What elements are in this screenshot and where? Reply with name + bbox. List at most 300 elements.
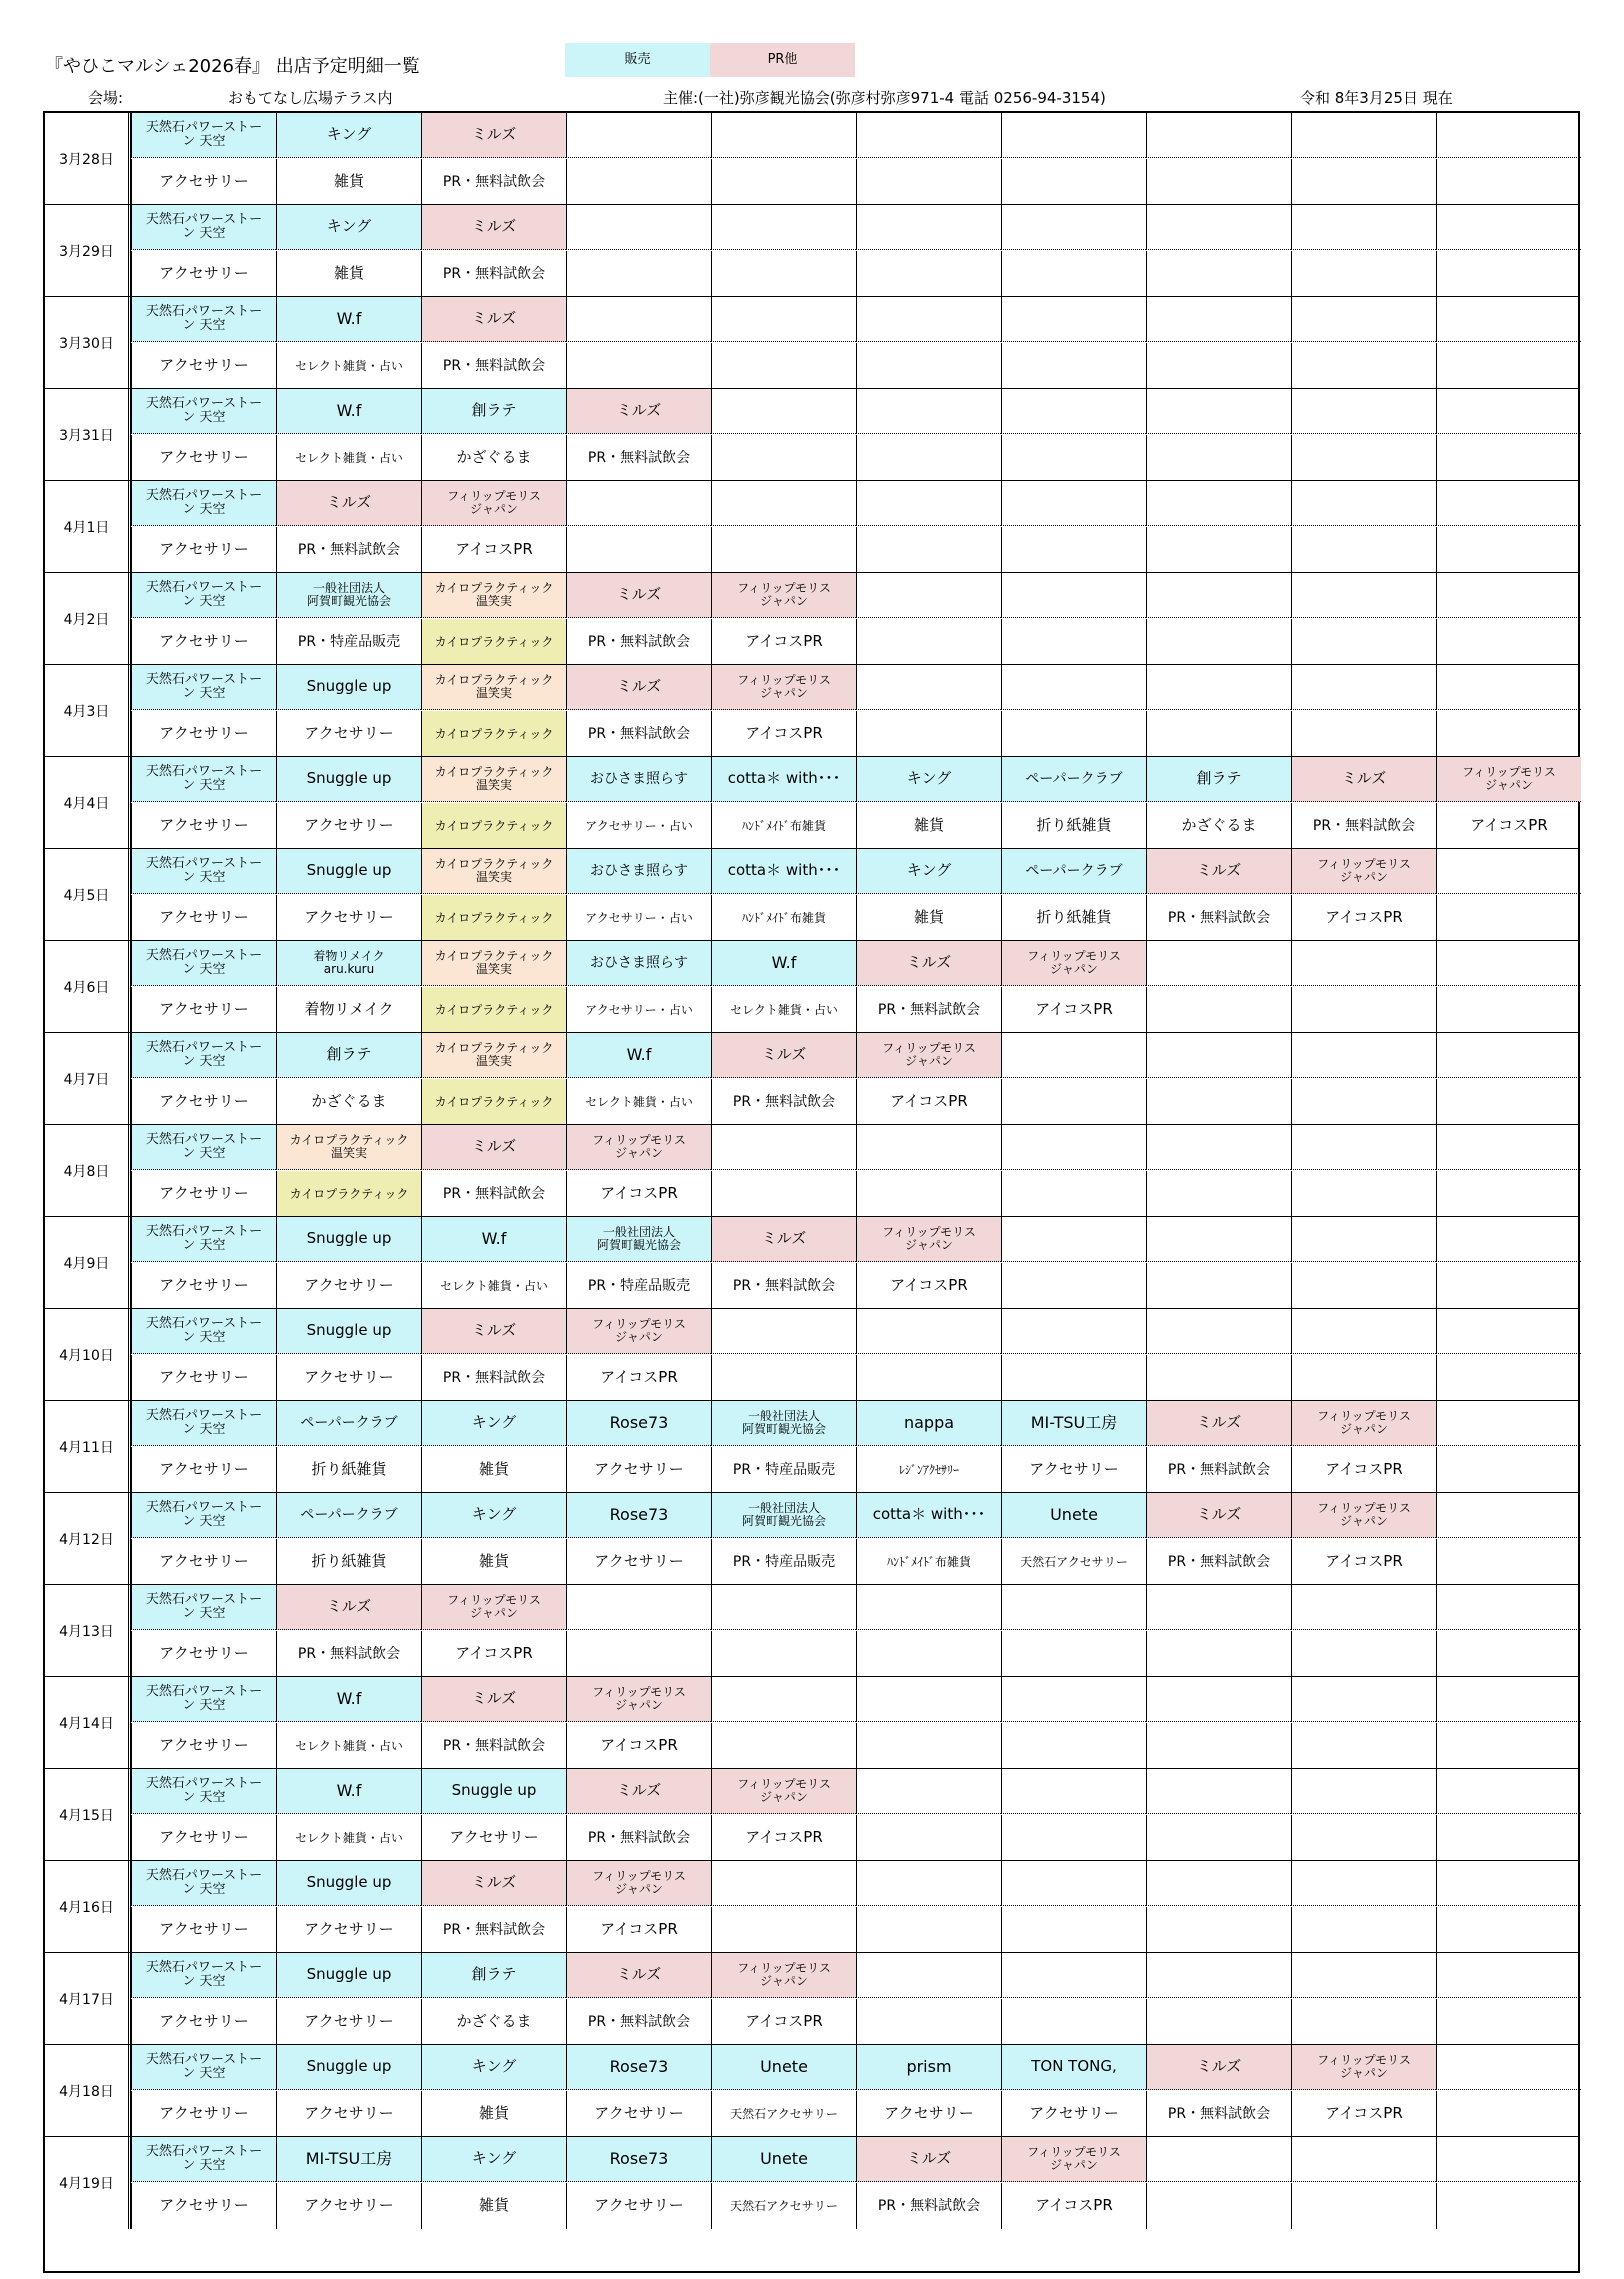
empty-cell [1291, 389, 1436, 434]
vendor-name: ペーパークラブ [276, 1401, 421, 1446]
vendor-name: Snuggle up [276, 665, 421, 710]
date-cell: 3月31日 [45, 389, 131, 481]
vendor-name: ミルズ [421, 1861, 566, 1906]
empty-cell [856, 1723, 1001, 1769]
vendor-type: ﾊﾝﾄﾞﾒｲﾄﾞ布雑貨 [856, 1539, 1001, 1585]
empty-cell [1146, 1861, 1291, 1906]
empty-cell [1436, 1355, 1581, 1401]
page-title: 『やひこマルシェ2026春』 出店予定明細一覧 [45, 56, 420, 77]
vendor-type: アクセサリー [131, 803, 276, 849]
empty-cell [1146, 619, 1291, 665]
vendor-type: アイコスPR [566, 1171, 711, 1217]
empty-cell [1436, 1769, 1581, 1814]
empty-cell [566, 527, 711, 573]
empty-cell [1146, 1171, 1291, 1217]
empty-cell [566, 113, 711, 158]
vendor-type: PR・無料試飲会 [856, 987, 1001, 1033]
vendor-name: 天然石パワーストー ン 天空 [131, 297, 276, 342]
empty-cell [1291, 1953, 1436, 1998]
empty-cell [1436, 1539, 1581, 1585]
vendor-type: PR・無料試飲会 [276, 1631, 421, 1677]
empty-cell [1001, 159, 1146, 205]
empty-cell [856, 527, 1001, 573]
empty-cell [1436, 1815, 1581, 1861]
empty-cell [1291, 573, 1436, 618]
vendor-type: カイロプラクティック [421, 1079, 566, 1125]
day-block [45, 1585, 1578, 1677]
empty-cell [1291, 1723, 1436, 1769]
vendor-type: アクセサリー [131, 343, 276, 389]
date-cell: 3月29日 [45, 205, 131, 297]
empty-cell [1001, 1723, 1146, 1769]
empty-cell [1436, 159, 1581, 205]
empty-cell [1436, 1861, 1581, 1906]
vendor-type: かざぐるま [1146, 803, 1291, 849]
day-block [45, 665, 1578, 757]
empty-cell [1146, 1033, 1291, 1078]
vendor-name: ペーパークラブ [1001, 757, 1146, 802]
vendor-name: 一般社団法人 阿賀町観光協会 [711, 1493, 856, 1538]
empty-cell [1436, 1309, 1581, 1354]
empty-cell [1001, 527, 1146, 573]
vendor-name: ミルズ [421, 1309, 566, 1354]
vendor-name: Unete [711, 2137, 856, 2182]
vendor-name: Snuggle up [276, 849, 421, 894]
vendor-name: W.f [421, 1217, 566, 1262]
day-block [45, 1125, 1578, 1217]
vendor-type: アイコスPR [1001, 987, 1146, 1033]
vendor-name: ミルズ [421, 297, 566, 342]
venue-label: 会場: [88, 89, 124, 107]
schedule-table [43, 111, 1580, 2273]
vendor-name: ミルズ [566, 389, 711, 434]
empty-cell [566, 205, 711, 250]
vendor-type: アクセサリー [131, 1999, 276, 2045]
empty-cell [1001, 665, 1146, 710]
empty-cell [1436, 1493, 1581, 1538]
empty-cell [1291, 619, 1436, 665]
empty-cell [1001, 205, 1146, 250]
vendor-name: フィリップモリス ジャパン [711, 665, 856, 710]
day-block [45, 573, 1578, 665]
empty-cell [1291, 1907, 1436, 1953]
day-block [45, 297, 1578, 389]
empty-cell [1436, 2183, 1581, 2229]
empty-cell [856, 159, 1001, 205]
legend-sale: 販売 [565, 43, 710, 77]
empty-cell [711, 1631, 856, 1677]
day-block [45, 1953, 1578, 2045]
empty-cell [856, 205, 1001, 250]
vendor-type: PR・無料試飲会 [421, 1723, 566, 1769]
vendor-type: アイコスPR [566, 1355, 711, 1401]
empty-cell [1146, 1769, 1291, 1814]
vendor-name: 天然石パワーストー ン 天空 [131, 573, 276, 618]
empty-cell [566, 297, 711, 342]
empty-cell [1001, 435, 1146, 481]
empty-cell [1436, 389, 1581, 434]
empty-cell [856, 1999, 1001, 2045]
vendor-type: ﾊﾝﾄﾞﾒｲﾄﾞ布雑貨 [711, 803, 856, 849]
day-block [45, 1677, 1578, 1769]
empty-cell [1436, 1585, 1581, 1630]
empty-cell [1146, 343, 1291, 389]
empty-cell [856, 389, 1001, 434]
empty-cell [711, 251, 856, 297]
vendor-name: Snuggle up [276, 1217, 421, 1262]
vendor-type: セレクト雑貨・占い [276, 435, 421, 481]
vendor-name: Rose73 [566, 2045, 711, 2090]
empty-cell [856, 251, 1001, 297]
empty-cell [1146, 251, 1291, 297]
vendor-name: ミルズ [566, 1769, 711, 1814]
empty-cell [1291, 1999, 1436, 2045]
empty-cell [1001, 619, 1146, 665]
empty-cell [856, 297, 1001, 342]
vendor-type: セレクト雑貨・占い [276, 1815, 421, 1861]
vendor-name: 天然石パワーストー ン 天空 [131, 389, 276, 434]
empty-cell [1001, 1861, 1146, 1906]
vendor-type: PR・無料試飲会 [1146, 2091, 1291, 2137]
empty-cell [1291, 665, 1436, 710]
vendor-name: フィリップモリス ジャパン [856, 1217, 1001, 1262]
empty-cell [1001, 1309, 1146, 1354]
vendor-type: PR・無料試飲会 [276, 527, 421, 573]
vendor-type: PR・無料試飲会 [1146, 895, 1291, 941]
empty-cell [856, 711, 1001, 757]
empty-cell [1146, 941, 1291, 986]
empty-cell [1146, 205, 1291, 250]
vendor-name: カイロプラクティック 温笑実 [276, 1125, 421, 1170]
day-block [45, 481, 1578, 573]
vendor-name: ミルズ [1291, 757, 1436, 802]
vendor-type: セレクト雑貨・占い [276, 1723, 421, 1769]
empty-cell [1436, 1401, 1581, 1446]
vendor-name: フィリップモリス ジャパン [566, 1309, 711, 1354]
empty-cell [856, 1355, 1001, 1401]
vendor-type: アイコスPR [1291, 895, 1436, 941]
vendor-type: アクセサリー [131, 159, 276, 205]
vendor-name: ペーパークラブ [276, 1493, 421, 1538]
vendor-type: アクセサリー [276, 1263, 421, 1309]
vendor-name: Rose73 [566, 2137, 711, 2182]
empty-cell [1436, 2091, 1581, 2137]
vendor-name: フィリップモリス ジャパン [1001, 941, 1146, 986]
empty-cell [1436, 1631, 1581, 1677]
empty-cell [566, 251, 711, 297]
empty-cell [856, 1815, 1001, 1861]
vendor-type: アイコスPR [1291, 1539, 1436, 1585]
empty-cell [1436, 1723, 1581, 1769]
vendor-name: Snuggle up [276, 757, 421, 802]
vendor-name: 天然石パワーストー ン 天空 [131, 1033, 276, 1078]
empty-cell [1001, 297, 1146, 342]
vendor-type: アクセサリー [131, 1079, 276, 1125]
vendor-name: フィリップモリス ジャパン [1291, 1493, 1436, 1538]
empty-cell [1146, 297, 1291, 342]
date-cell: 4月2日 [45, 573, 131, 665]
empty-cell [711, 481, 856, 526]
empty-cell [1001, 343, 1146, 389]
empty-cell [1146, 1953, 1291, 1998]
empty-cell [1146, 1907, 1291, 1953]
vendor-type: 雑貨 [421, 2183, 566, 2229]
empty-cell [1001, 711, 1146, 757]
vendor-name: フィリップモリス ジャパン [856, 1033, 1001, 1078]
vendor-type: 雑貨 [276, 159, 421, 205]
vendor-type: PR・無料試飲会 [1146, 1447, 1291, 1493]
vendor-type: アクセサリー [276, 1355, 421, 1401]
vendor-type: 折り紙雑貨 [276, 1539, 421, 1585]
color-legend [565, 43, 855, 77]
empty-cell [856, 665, 1001, 710]
empty-cell [856, 1953, 1001, 1998]
vendor-type: アイコスPR [711, 711, 856, 757]
vendor-name: 着物リメイク aru.kuru [276, 941, 421, 986]
vendor-name: 一般社団法人 阿賀町観光協会 [711, 1401, 856, 1446]
empty-cell [1001, 1953, 1146, 1998]
vendor-name: キング [276, 205, 421, 250]
empty-cell [711, 1585, 856, 1630]
empty-cell [1436, 1217, 1581, 1262]
date-cell: 4月14日 [45, 1677, 131, 1769]
vendor-name: ミルズ [276, 481, 421, 526]
vendor-name: フィリップモリス ジャパン [711, 573, 856, 618]
vendor-name: Rose73 [566, 1401, 711, 1446]
empty-cell [856, 1585, 1001, 1630]
vendor-type: PR・無料試飲会 [421, 251, 566, 297]
empty-cell [856, 343, 1001, 389]
empty-cell [711, 1309, 856, 1354]
vendor-name: ミルズ [421, 113, 566, 158]
empty-cell [711, 1677, 856, 1722]
vendor-name: 天然石パワーストー ン 天空 [131, 2137, 276, 2182]
empty-cell [856, 1907, 1001, 1953]
vendor-name: 天然石パワーストー ン 天空 [131, 1953, 276, 1998]
vendor-name: 創ラテ [276, 1033, 421, 1078]
day-block [45, 205, 1578, 297]
vendor-type: アイコスPR [711, 1999, 856, 2045]
empty-cell [1436, 2137, 1581, 2182]
empty-cell [1146, 665, 1291, 710]
empty-cell [1436, 1125, 1581, 1170]
empty-cell [1146, 1815, 1291, 1861]
vendor-name: カイロプラクティック 温笑実 [421, 849, 566, 894]
vendor-name: フィリップモリス ジャパン [1291, 2045, 1436, 2090]
legend-pr: PR他 [710, 43, 855, 77]
vendor-type: PR・無料試飲会 [566, 435, 711, 481]
empty-cell [1436, 481, 1581, 526]
vendor-type: アクセサリー [131, 1723, 276, 1769]
date-cell: 4月13日 [45, 1585, 131, 1677]
vendor-name: カイロプラクティック 温笑実 [421, 1033, 566, 1078]
vendor-type: PR・特産品販売 [711, 1539, 856, 1585]
vendor-name: 創ラテ [421, 1953, 566, 1998]
empty-cell [711, 389, 856, 434]
empty-cell [1001, 1769, 1146, 1814]
vendor-type: アクセサリー [856, 2091, 1001, 2137]
vendor-type: セレクト雑貨・占い [711, 987, 856, 1033]
empty-cell [856, 1861, 1001, 1906]
empty-cell [1001, 1079, 1146, 1125]
empty-cell [1146, 1355, 1291, 1401]
vendor-name: キング [856, 849, 1001, 894]
day-block [45, 849, 1578, 941]
vendor-name: フィリップモリス ジャパン [566, 1861, 711, 1906]
vendor-name: ミルズ [856, 2137, 1001, 2182]
vendor-name: 一般社団法人 阿賀町観光協会 [566, 1217, 711, 1262]
vendor-type: PR・無料試飲会 [566, 1815, 711, 1861]
empty-cell [1436, 665, 1581, 710]
vendor-name: ミルズ [566, 1953, 711, 1998]
empty-cell [1436, 1907, 1581, 1953]
empty-cell [1291, 1585, 1436, 1630]
empty-cell [566, 1585, 711, 1630]
empty-cell [1291, 1217, 1436, 1262]
vendor-type: アクセサリー [131, 711, 276, 757]
day-block [45, 757, 1578, 849]
empty-cell [1001, 1125, 1146, 1170]
day-block [45, 1401, 1578, 1493]
vendor-name: ミルズ [711, 1033, 856, 1078]
vendor-name: 天然石パワーストー ン 天空 [131, 1585, 276, 1630]
vendor-name: ミルズ [1146, 2045, 1291, 2090]
vendor-name: 天然石パワーストー ン 天空 [131, 113, 276, 158]
vendor-type: アクセサリー [276, 711, 421, 757]
date-cell: 4月7日 [45, 1033, 131, 1125]
vendor-type: アクセサリー・占い [566, 895, 711, 941]
empty-cell [1001, 251, 1146, 297]
empty-cell [856, 619, 1001, 665]
vendor-name: cotta＊ with･･･ [711, 849, 856, 894]
vendor-name: MI-TSU工房 [1001, 1401, 1146, 1446]
vendor-name: 天然石パワーストー ン 天空 [131, 757, 276, 802]
vendor-name: 天然石パワーストー ン 天空 [131, 1401, 276, 1446]
vendor-name: prism [856, 2045, 1001, 2090]
vendor-name: Snuggle up [421, 1769, 566, 1814]
vendor-name: 天然石パワーストー ン 天空 [131, 1493, 276, 1538]
vendor-type: アイコスPR [856, 1263, 1001, 1309]
vendor-name: フィリップモリス ジャパン [711, 1953, 856, 1998]
vendor-type: 折り紙雑貨 [1001, 803, 1146, 849]
empty-cell [1436, 895, 1581, 941]
empty-cell [1146, 1723, 1291, 1769]
empty-cell [1291, 1125, 1436, 1170]
day-block [45, 1861, 1578, 1953]
vendor-name: ミルズ [711, 1217, 856, 1262]
vendor-type: PR・特産品販売 [711, 1447, 856, 1493]
vendor-type: アクセサリー [276, 803, 421, 849]
vendor-type: PR・無料試飲会 [711, 1263, 856, 1309]
empty-cell [1146, 527, 1291, 573]
empty-cell [856, 113, 1001, 158]
vendor-type: PR・無料試飲会 [421, 343, 566, 389]
vendor-name: W.f [711, 941, 856, 986]
empty-cell [1146, 573, 1291, 618]
vendor-name: Snuggle up [276, 1309, 421, 1354]
vendor-name: フィリップモリス ジャパン [1291, 849, 1436, 894]
date-cell: 4月18日 [45, 2045, 131, 2137]
vendor-name: 天然石パワーストー ン 天空 [131, 665, 276, 710]
empty-cell [1001, 1677, 1146, 1722]
vendor-name: キング [276, 113, 421, 158]
empty-cell [1436, 2045, 1581, 2090]
empty-cell [1436, 987, 1581, 1033]
vendor-name: ミルズ [856, 941, 1001, 986]
empty-cell [1291, 297, 1436, 342]
empty-cell [711, 527, 856, 573]
empty-cell [1291, 1861, 1436, 1906]
empty-cell [1146, 1309, 1291, 1354]
empty-cell [1291, 987, 1436, 1033]
vendor-type: カイロプラクティック [421, 895, 566, 941]
empty-cell [1436, 573, 1581, 618]
empty-cell [1291, 435, 1436, 481]
empty-cell [1146, 1585, 1291, 1630]
empty-cell [856, 481, 1001, 526]
empty-cell [1001, 1585, 1146, 1630]
vendor-type: PR・特産品販売 [276, 619, 421, 665]
vendor-type: カイロプラクティック [276, 1171, 421, 1217]
vendor-name: Rose73 [566, 1493, 711, 1538]
vendor-name: Unete [1001, 1493, 1146, 1538]
empty-cell [1291, 343, 1436, 389]
vendor-name: おひさま照らす [566, 849, 711, 894]
empty-cell [1436, 1263, 1581, 1309]
empty-cell [1291, 527, 1436, 573]
empty-cell [1291, 1355, 1436, 1401]
empty-cell [1001, 1033, 1146, 1078]
empty-cell [1291, 205, 1436, 250]
vendor-name: W.f [276, 1677, 421, 1722]
empty-cell [711, 1723, 856, 1769]
empty-cell [711, 159, 856, 205]
vendor-type: アイコスPR [711, 619, 856, 665]
vendor-name: ミルズ [1146, 1401, 1291, 1446]
empty-cell [856, 1125, 1001, 1170]
vendor-name: 一般社団法人 阿賀町観光協会 [276, 573, 421, 618]
vendor-type: アクセサリー [566, 2183, 711, 2229]
empty-cell [1001, 1171, 1146, 1217]
vendor-name: カイロプラクティック 温笑実 [421, 573, 566, 618]
vendor-type: アクセサリー [131, 527, 276, 573]
date-cell: 4月19日 [45, 2137, 131, 2229]
vendor-name: フィリップモリス ジャパン [566, 1677, 711, 1722]
day-block [45, 1493, 1578, 1585]
vendor-type: かざぐるま [421, 1999, 566, 2045]
empty-cell [1436, 1677, 1581, 1722]
empty-cell [856, 1769, 1001, 1814]
vendor-type: PR・特産品販売 [566, 1263, 711, 1309]
empty-cell [856, 1171, 1001, 1217]
empty-cell [1291, 1263, 1436, 1309]
vendor-name: 天然石パワーストー ン 天空 [131, 2045, 276, 2090]
vendor-type: 着物リメイク [276, 987, 421, 1033]
vendor-type: アクセサリー [131, 1263, 276, 1309]
vendor-name: ミルズ [421, 1677, 566, 1722]
vendor-name: 天然石パワーストー ン 天空 [131, 1769, 276, 1814]
empty-cell [1291, 251, 1436, 297]
vendor-name: Unete [711, 2045, 856, 2090]
vendor-name: 創ラテ [1146, 757, 1291, 802]
empty-cell [1001, 1999, 1146, 2045]
day-block [45, 1217, 1578, 1309]
vendor-type: PR・無料試飲会 [421, 159, 566, 205]
empty-cell [1291, 481, 1436, 526]
empty-cell [1291, 1309, 1436, 1354]
empty-cell [1146, 481, 1291, 526]
empty-cell [1436, 1079, 1581, 1125]
